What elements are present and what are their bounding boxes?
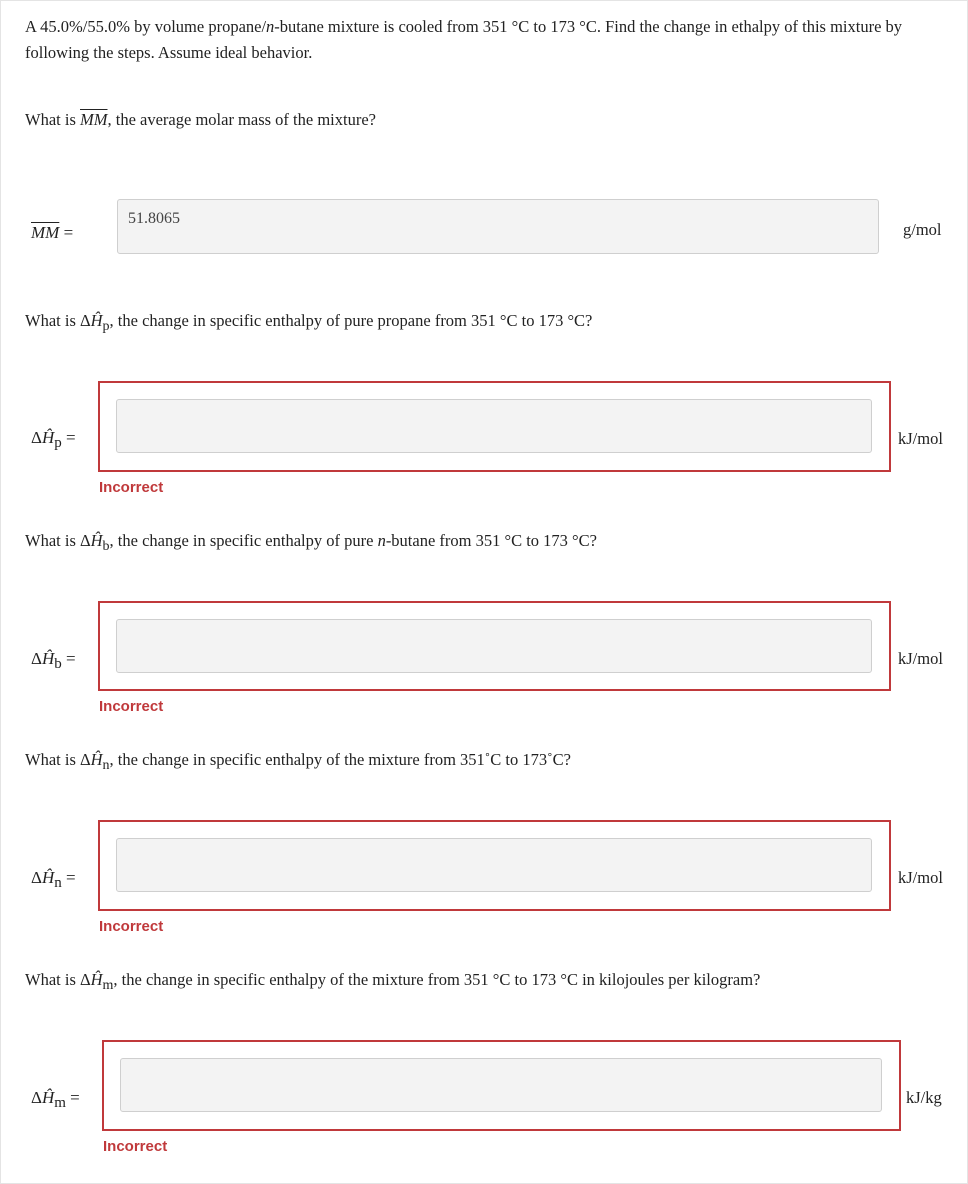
question-hp: What is $\Delta Ĥ_p$, the change in specific enthalpy of pure propane from 351 °C to 173 °C? bbox=[25, 311, 593, 334]
hp-label: $\Delta Ĥ_p$ = bbox=[31, 428, 76, 451]
hm-unit: kJ/kg bbox=[906, 1088, 942, 1107]
mm-unit: g/mol bbox=[903, 220, 942, 239]
question-hn: What is $\Delta Ĥ_n$, the change in specific enthalpy of the mixture from 351˚C to 173˚C? bbox=[25, 750, 571, 773]
hm-status: Incorrect bbox=[103, 1138, 168, 1155]
hb-unit: kJ/mol bbox=[898, 649, 943, 668]
hn-label: $\Delta Ĥ_n$ = bbox=[31, 868, 76, 891]
hn-input[interactable] bbox=[116, 838, 872, 892]
hp-status: Incorrect bbox=[99, 479, 164, 496]
question-hb: What is $\Delta Ĥ_b$, the change in specific enthalpy of pure n-butane from 351 °C to 173 °C? bbox=[25, 531, 597, 554]
hb-status: Incorrect bbox=[99, 698, 164, 715]
mm-label: $\overline{MM}$ = bbox=[31, 223, 74, 242]
hm-label: $\Delta Ĥ_m$ = bbox=[31, 1088, 80, 1111]
intro-text-2: -butane mixture is cooled from 351 °C to 173 °C. Find the change in ethalpy of this mixture by following the steps. Assume ideal behavior. bbox=[25, 17, 903, 62]
problem-statement bbox=[25, 14, 925, 66]
intro-text-1: A 45.0%/55.0% by volume propane/ bbox=[25, 17, 267, 36]
hp-input[interactable] bbox=[116, 399, 872, 453]
question-hm: What is $\Delta Ĥ_m$, the change in specific enthalpy of the mixture from 351 °C to 173 °C in kilojoules per kilogram? bbox=[25, 970, 761, 993]
hn-status: Incorrect bbox=[99, 918, 164, 935]
hb-label: $\Delta Ĥ_b$ = bbox=[31, 649, 76, 672]
mm-input-value: 51.8065 bbox=[128, 210, 180, 227]
question-mm: What is $\overline{MM}$, the average molar mass of the mixture? bbox=[25, 110, 376, 129]
mm-input[interactable] bbox=[117, 199, 879, 254]
intro-n-italic: n bbox=[266, 17, 275, 36]
hn-unit: kJ/mol bbox=[898, 868, 943, 887]
mm-symbol: $\overline{MM}$ bbox=[80, 110, 108, 129]
hm-input[interactable] bbox=[120, 1058, 882, 1112]
hb-input[interactable] bbox=[116, 619, 872, 673]
hp-unit: kJ/mol bbox=[898, 429, 943, 448]
